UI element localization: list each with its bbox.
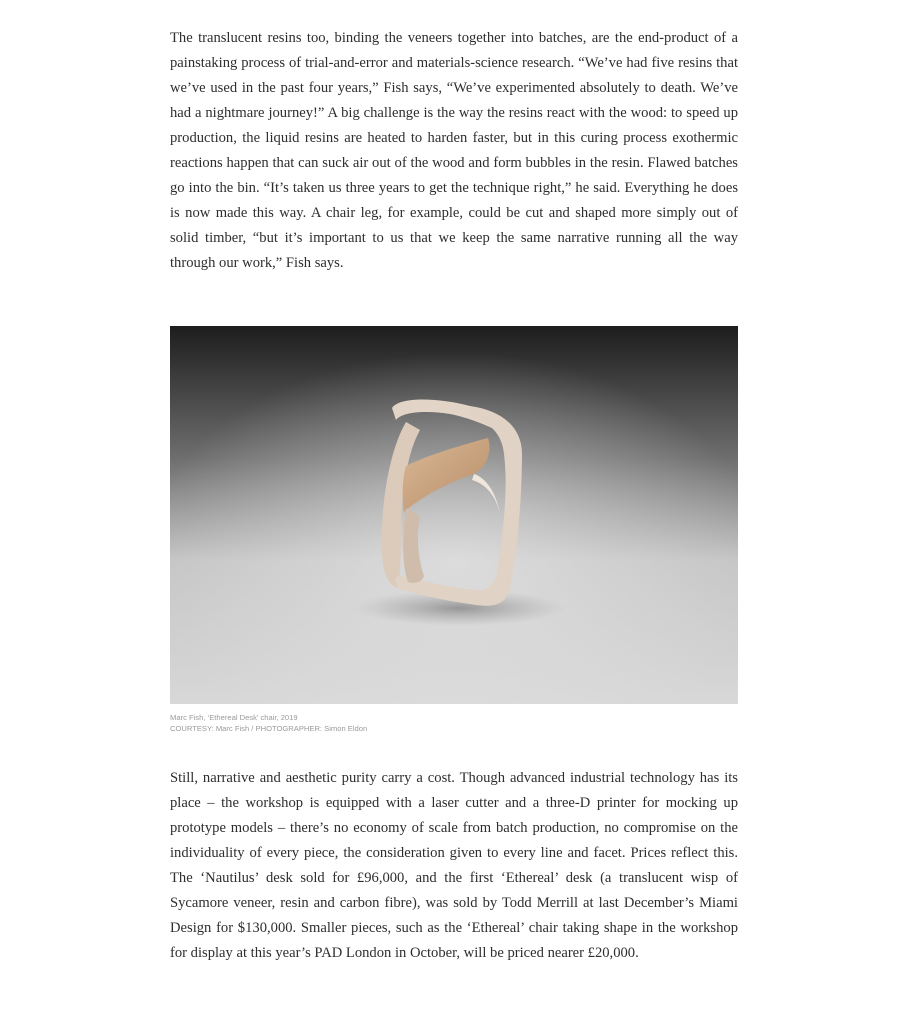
caption-credit: COURTESY: Marc Fish / PHOTOGRAPHER: Simon Eldon [170, 724, 368, 733]
photo-caption [170, 712, 367, 734]
chair-photo-image [170, 326, 738, 704]
caption-title: Marc Fish, ‘Ethereal Desk’ chair, 2019 [170, 713, 298, 722]
article-paragraph: The translucent resins too, binding the veneers together into batches, are the end-product of a painstaking process of trial-and-error and materials-science research. “We’ve had five resins that we’ve used in the past four years,” Fish says, “We’ve experimented absolutely to death. We’ve had a nightmare journey!” A big challenge is the way the resins react with the wood: to speed up production, the liquid resins are heated to harden faster, but in this curing process exothermic reactions happen that can suck air out of the wood and form bubbles in the resin. Flawed batches go into the bin. “It’s taken us three years to get the technique right,” he said. Everything he does is now made this way. A chair leg, for example, could be cut and shaped more simply out of solid timber, “but it’s important to us that we keep the same narrative running all the way through our work,” Fish says. [170, 30, 738, 271]
article-paragraph: Still, narrative and aesthetic purity carry a cost. Though advanced industrial technology has its place – the workshop is equipped with a laser cutter and a three-D printer for mocking up prototype models – there’s no economy of scale from batch production, no compromise on the individuality of every piece, the consideration given to every line and facet. Prices reflect this. The ‘Nautilus’ desk sold for £96,000, and the first ‘Ethereal’ desk (a translucent wisp of Sycamore veneer, resin and carbon fibre), was sold by Todd Merrill at last December’s Miami Design for $130,000. Smaller pieces, such as the ‘Ethereal’ chair taking shape in the workshop for display at this year’s PAD London in October, will be priced nearer £20,000. [170, 770, 738, 961]
chair-photo [170, 326, 738, 704]
